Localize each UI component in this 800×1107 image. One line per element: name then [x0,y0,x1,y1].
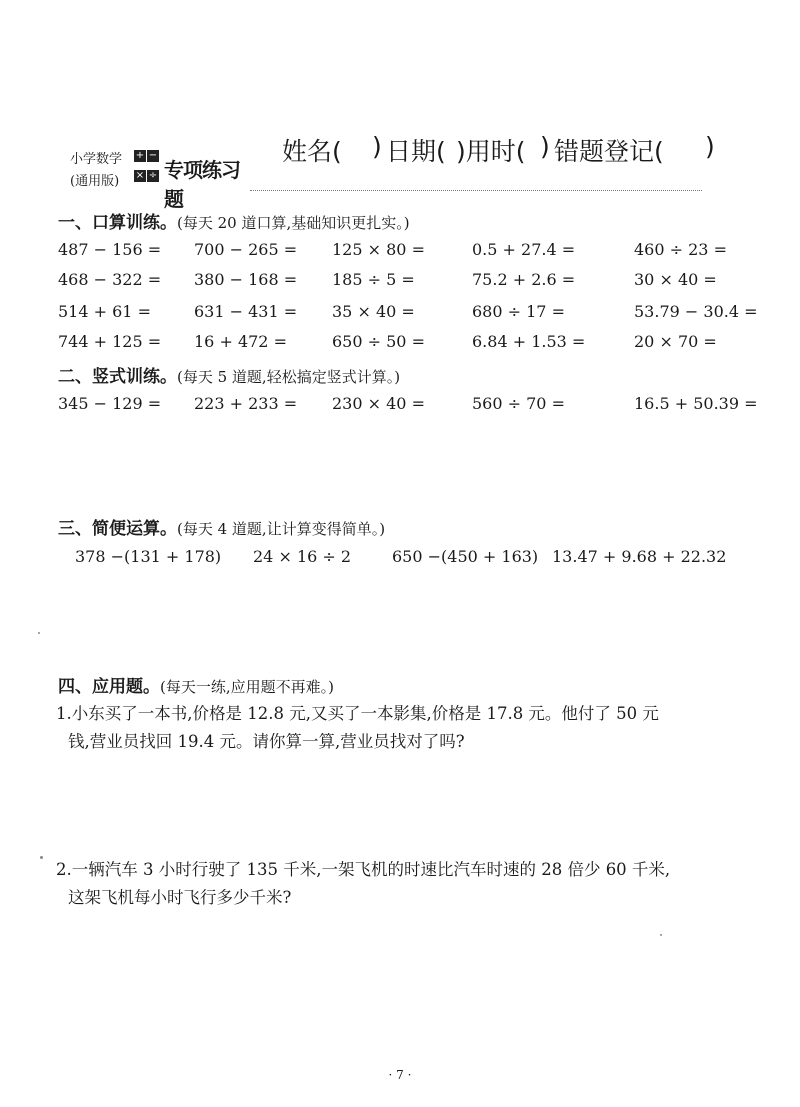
exercise: 631 − 431 = [194,302,298,321]
oral-calculation-row [58,302,758,328]
problem-line: 钱,营业员找回 19.4 元。请你算一算,营业员找对了吗? [68,732,465,751]
exercise: 185 ÷ 5 = [332,270,415,289]
oral-calculation-row [58,332,758,358]
section-word-problems-heading [58,672,334,697]
exercise: 0.5 + 27.4 = [472,240,576,259]
oral-calculation-row [58,240,758,266]
section-title: 三、简便运算。 [58,519,177,539]
exercise: 345 − 129 = [58,394,162,413]
scan-speck [40,856,43,859]
exercise: 744 + 125 = [58,332,162,351]
problem-line: 这架飞机每小时飞行多少千米? [68,888,292,907]
exercise: 53.79 − 30.4 = [634,302,758,321]
section-note: (每天 5 道题,轻松搞定竖式计算。) [177,368,401,386]
exercise: 13.47 + 9.68 + 22.32 [552,547,727,566]
divide-icon: ÷ [148,170,158,181]
section-note: (每天 4 道题,让计算变得简单。) [177,520,386,538]
section-oral-calculation-heading [58,208,410,233]
page-number: · 7 · [388,1068,412,1082]
exercise: 6.84 + 1.53 = [472,332,586,351]
exercise: 35 × 40 = [332,302,415,321]
exercise: 223 + 233 = [194,394,298,413]
student-info-line [282,132,722,172]
problem-line: 1.小东买了一本书,价格是 12.8 元,又买了一本影集,价格是 17.8 元。他付了 50 元 [56,704,659,723]
exercise: 16.5 + 50.39 = [634,394,758,413]
exercise: 700 − 265 = [194,240,298,259]
section-note: (每天 20 道口算,基础知识更扎实。) [177,214,410,232]
exercise: 560 ÷ 70 = [472,394,565,413]
oral-calculation-row [58,270,758,296]
vertical-calculation-row [58,394,758,420]
exercise: 468 − 322 = [58,270,162,289]
exercise: 75.2 + 2.6 = [472,270,576,289]
exercise: 460 ÷ 23 = [634,240,727,259]
exercise: 230 × 40 = [332,394,425,413]
section-title: 一、口算训练。 [58,213,177,233]
problem-line: 2.一辆汽车 3 小时行驶了 135 千米,一架飞机的时速比汽车时速的 28 倍少 60 千米, [56,860,671,879]
scan-speck [660,934,662,936]
exercise: 380 − 168 = [194,270,298,289]
brand-edition: (通用版) [70,174,120,189]
section-note: (每天一练,应用题不再难。) [160,678,334,696]
section-simplified-calculation-heading [58,514,385,539]
date-label: 日期( [386,137,446,166]
simplified-calculation-row [75,547,725,573]
brand-subject: 小学数学 [70,152,123,167]
error-log-label: 错题登记( [554,137,664,166]
operator-icons [134,146,160,186]
exercise: 650 −(450 + 163) [392,547,539,566]
exercise: 30 × 40 = [634,270,717,289]
name-field-close: ) [372,132,382,161]
plus-icon: + [135,150,145,161]
exercise: 680 ÷ 17 = [472,302,565,321]
brand-title: 专项练习题 [164,158,240,211]
exercise: 20 × 70 = [634,332,717,351]
exercise: 16 + 472 = [194,332,287,351]
scan-speck [38,632,40,634]
exercise: 514 + 61 = [58,302,151,321]
section-title: 四、应用题。 [58,677,160,697]
exercise: 125 × 80 = [332,240,425,259]
times-icon: × [135,170,145,181]
exercise: 650 ÷ 50 = [332,332,425,351]
time-label: )用时( [456,137,526,166]
word-problem [56,700,756,756]
name-label: 姓名( [282,137,342,166]
header-divider [250,190,702,191]
time-field-close: ) [540,132,550,161]
section-vertical-calculation-heading [58,362,400,387]
word-problem [56,856,756,912]
brand-logo [70,140,255,211]
minus-icon: − [148,150,158,161]
section-title: 二、竖式训练。 [58,367,177,387]
error-log-field-close: ) [705,132,715,161]
exercise: 24 × 16 ÷ 2 [253,547,352,566]
exercise: 487 − 156 = [58,240,162,259]
exercise: 378 −(131 + 178) [75,547,222,566]
